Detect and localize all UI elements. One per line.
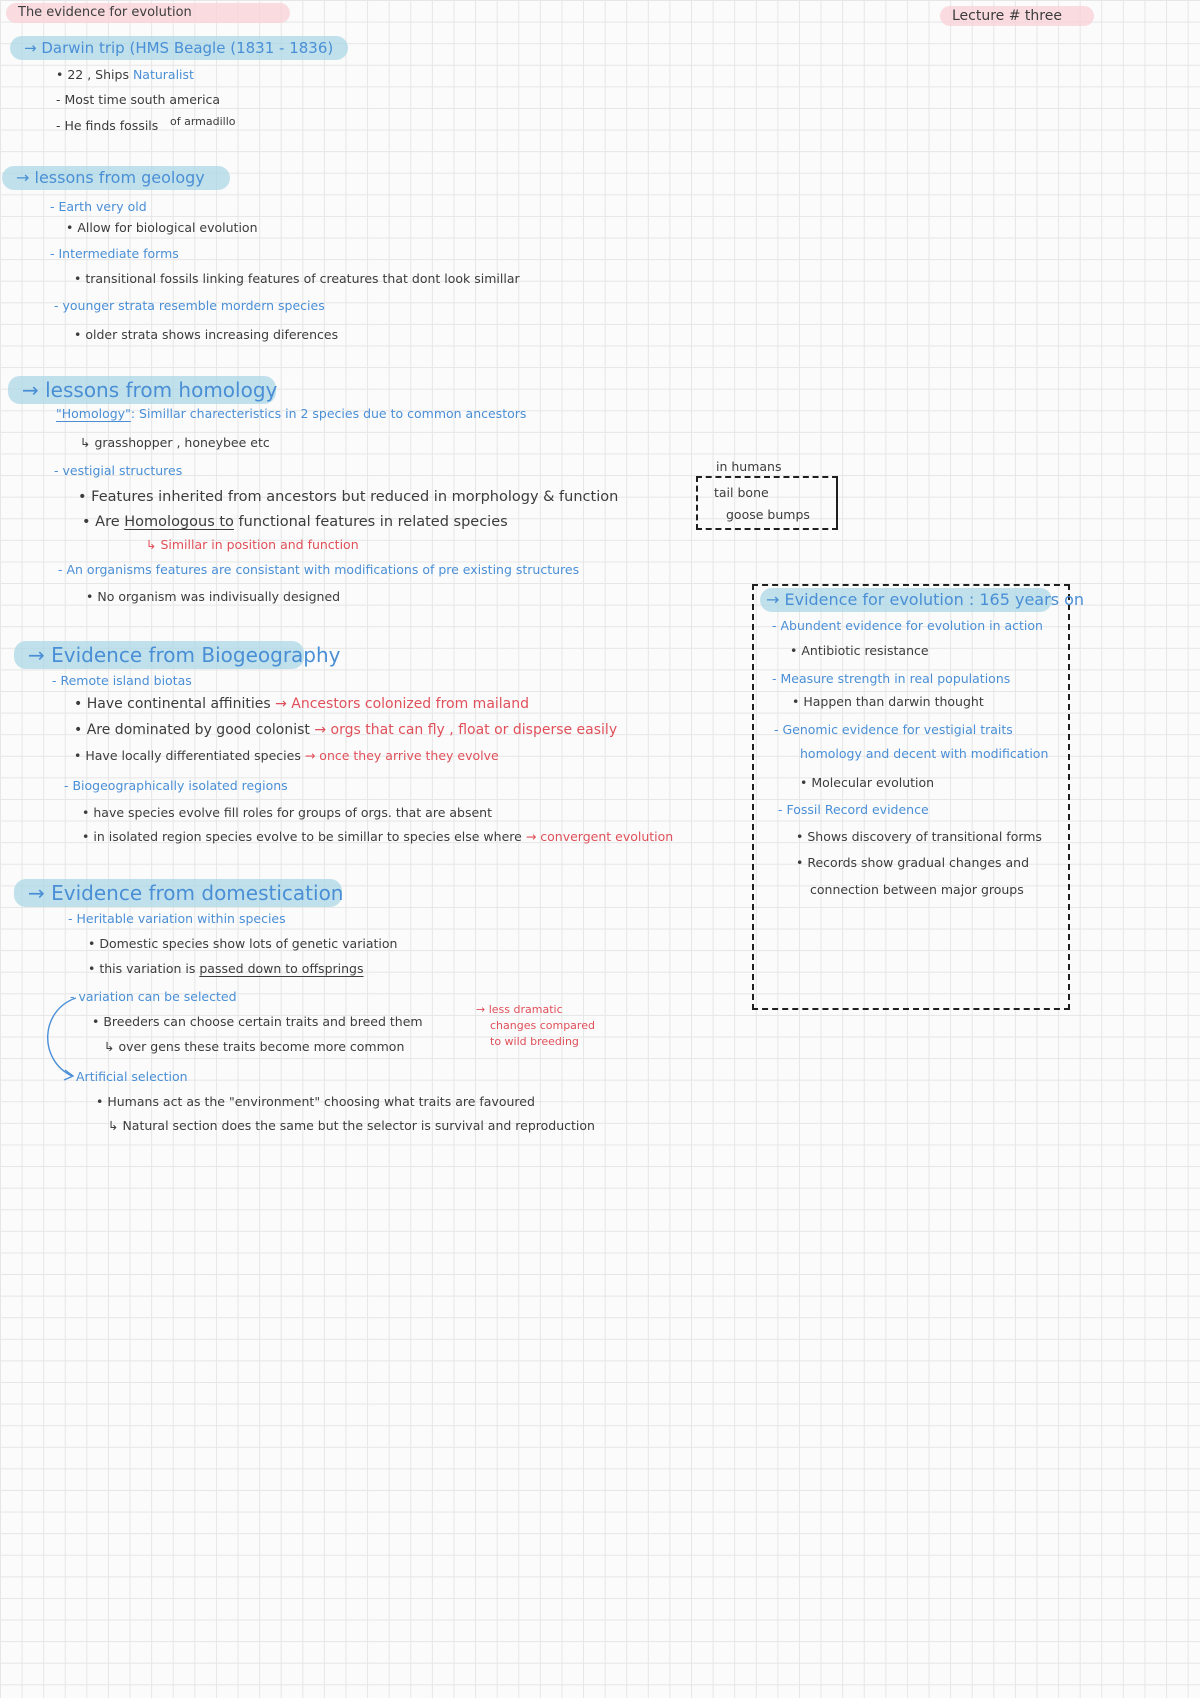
summary-bullet-5-text: Records show gradual changes and — [807, 855, 1030, 870]
homology-bullet-2-text-a: Are — [95, 514, 120, 530]
geology-bullet-2-text-a: transitional fossils linking features — [85, 271, 300, 286]
homology-bullet-1: • Features inherited from ancestors but reduced in morphology & function — [78, 489, 619, 505]
homology-bullet-3: • No organism was indivisually designed — [86, 589, 341, 604]
geology-bullet-2: • transitional fossils linking features of creatures that dont look simillar — [74, 271, 520, 286]
domestication-bullet-4-sub: ↳ Natural section does the same but the selector is survival and reproduction — [108, 1118, 595, 1133]
summary-subheading-3-line-2: homology and decent with modification — [800, 746, 1049, 761]
homology-subheading-1: - vestigial structures — [54, 463, 183, 478]
darwin-bullet-1-text: 22 , Ships — [67, 67, 129, 82]
geology-subheading-2-text: Intermediate forms — [58, 246, 179, 261]
biogeography-bullet-2-text: Are dominated by good colonist — [86, 722, 310, 738]
domestication-side-note-1: → less dramatic — [476, 1003, 563, 1016]
summary-bullet-4-text: Shows discovery of transitional forms — [807, 829, 1042, 844]
homology-bullet-3-text: No organism was indivisually designed — [97, 589, 341, 604]
domestication-bullet-3-sub: ↳ over gens these traits become more common — [104, 1039, 405, 1054]
page-title: The evidence for evolution — [6, 3, 290, 23]
darwin-bullet-3-note: of armadillo — [170, 115, 236, 128]
summary-bullet-2: • Happen than darwin thought — [792, 694, 984, 709]
summary-bullet-4: • Shows discovery of transitional forms — [796, 829, 1042, 844]
domestication-subheading-3: Artificial selection — [76, 1069, 188, 1084]
biogeography-bullet-1-note: → Ancestors colonized from mailand — [275, 696, 530, 712]
homology-definition-term: "Homology" — [56, 406, 131, 421]
section-heading-darwin: → Darwin trip (HMS Beagle (1831 - 1836) — [10, 36, 348, 60]
summary-bullet-5-line-2: connection between major groups — [810, 882, 1024, 897]
domestication-bullet-1-text: Domestic species show lots of genetic variation — [99, 936, 398, 951]
darwin-bullet-1: • 22 , Ships Naturalist — [56, 67, 194, 82]
homology-subheading-1-text: vestigial structures — [62, 463, 183, 478]
summary-bullet-3: • Molecular evolution — [800, 775, 935, 790]
biogeography-bullet-5-text: in isolated region species evolve to be simillar to species else where — [93, 829, 522, 844]
homology-bullet-2-text-b: Homologous to — [124, 514, 234, 530]
domestication-bullet-4: • Humans act as the "environment" choosing what traits are favoured — [96, 1094, 535, 1109]
biogeography-subheading-2-text: Biogeographically isolated regions — [72, 778, 288, 793]
homology-definition — [56, 405, 526, 423]
biogeography-bullet-3: • Have locally differentiated species → once they arrive they evolve — [74, 748, 499, 763]
summary-bullet-2-text: Happen than darwin thought — [803, 694, 984, 709]
geology-bullet-2-text-b: of creatures that dont look simillar — [303, 271, 520, 286]
geology-bullet-1: • Allow for biological evolution — [66, 220, 258, 235]
biogeography-bullet-5-note: → convergent evolution — [525, 829, 674, 844]
biogeography-subheading-1: - Remote island biotas — [52, 673, 192, 688]
domestication-subheading-1-text: Heritable variation within species — [76, 911, 286, 926]
summary-subheading-3-text: Genomic evidence for vestigial traits — [782, 722, 1013, 737]
domestication-bullet-3: • Breeders can choose certain traits and breed them — [92, 1014, 423, 1029]
section-heading-domestication: → Evidence from domestication — [14, 879, 342, 907]
biogeography-bullet-2-note: → orgs that can fly , float or disperse easily — [314, 722, 618, 738]
summary-subheading-1-text: Abundent evidence for evolution in action — [780, 618, 1043, 633]
domestication-subheading-2: - variation can be selected — [70, 989, 237, 1004]
geology-subheading-1: - Earth very old — [50, 199, 147, 214]
summary-bullet-5: • Records show gradual changes and — [796, 855, 1030, 870]
domestication-bullet-2-text: this variation is — [99, 961, 196, 976]
summary-subheading-2: - Measure strength in real populations — [772, 671, 1011, 686]
domestication-bullet-3-text: Breeders can choose certain traits and breed them — [103, 1014, 423, 1029]
homology-example: ↳ grasshopper , honeybee etc — [80, 435, 270, 450]
section-heading-biogeography: → Evidence from Biogeography — [14, 641, 304, 669]
biogeography-subheading-2: - Biogeographically isolated regions — [64, 778, 288, 793]
summary-heading: → Evidence for evolution : 165 years on — [760, 588, 1052, 612]
biogeography-bullet-3-text: Have locally differentiated species — [85, 748, 301, 763]
summary-subheading-4: - Fossil Record evidence — [778, 802, 929, 817]
darwin-bullet-3: - He finds fossils — [56, 118, 159, 133]
homology-bullet-2-text-c: functional features in related species — [238, 514, 508, 530]
domestication-subheading-1: - Heritable variation within species — [68, 911, 286, 926]
lecture-label: Lecture # three — [940, 6, 1094, 26]
biogeography-bullet-4-text: have species evolve fill roles for groups of orgs. that are absent — [93, 805, 492, 820]
geology-bullet-3-text: older strata shows increasing diferences — [85, 327, 339, 342]
domestication-bullet-1: • Domestic species show lots of genetic variation — [88, 936, 398, 951]
section-heading-geology: → lessons from geology — [2, 166, 230, 190]
domestication-bullet-2: • this variation is passed down to offsprings — [88, 961, 364, 976]
domestication-bullet-2-underlined: passed down to offsprings — [199, 961, 364, 976]
darwin-bullet-1-highlight: Naturalist — [132, 67, 194, 82]
homology-bullet-2: • Are Homologous to functional features in related species — [82, 514, 508, 530]
biogeography-bullet-4: • have species evolve fill roles for groups of orgs. that are absent — [82, 805, 492, 820]
summary-subheading-3: - Genomic evidence for vestigial traits — [774, 722, 1013, 737]
homology-subheading-2-text: An organisms features are consistant with modifications of pre existing structures — [66, 562, 580, 577]
vestigial-example-2: goose bumps — [726, 507, 810, 522]
biogeography-bullet-5: • in isolated region species evolve to be simillar to species else where → convergent evolution — [82, 829, 674, 844]
homology-definition-text: : Simillar charecteristics in 2 species due to common ancestors — [130, 406, 527, 421]
domestication-subheading-2-text: variation can be selected — [78, 989, 237, 1004]
biogeography-bullet-2: • Are dominated by good colonist → orgs that can fly , float or disperse easily — [74, 722, 618, 738]
section-heading-homology: → lessons from homology — [8, 376, 276, 404]
domestication-side-note-3: to wild breeding — [490, 1035, 579, 1048]
darwin-bullet-3-text: He finds fossils — [64, 118, 159, 133]
vestigial-side-label: in humans — [716, 459, 782, 474]
vestigial-example-1: tail bone — [714, 485, 769, 500]
domestication-side-note-2: changes compared — [490, 1019, 595, 1032]
biogeography-bullet-1-text: Have continental affinities — [86, 696, 271, 712]
geology-bullet-1-text: Allow for biological evolution — [77, 220, 258, 235]
homology-subheading-2: - An organisms features are consistant with modifications of pre existing structures — [58, 562, 580, 577]
darwin-bullet-2: - Most time south america — [56, 92, 221, 107]
geology-subheading-3: - younger strata resemble mordern species — [54, 298, 325, 313]
biogeography-subheading-1-text: Remote island biotas — [60, 673, 192, 688]
geology-subheading-1-text: Earth very old — [58, 199, 147, 214]
summary-subheading-2-text: Measure strength in real populations — [780, 671, 1011, 686]
biogeography-bullet-1: • Have continental affinities → Ancestors colonized from mailand — [74, 696, 530, 712]
darwin-bullet-2-text: Most time south america — [64, 92, 221, 107]
geology-subheading-3-text: younger strata resemble mordern species — [62, 298, 325, 313]
summary-bullet-3-text: Molecular evolution — [811, 775, 935, 790]
geology-subheading-2: - Intermediate forms — [50, 246, 179, 261]
domestication-bullet-4-text: Humans act as the "environment" choosing what traits are favoured — [107, 1094, 535, 1109]
summary-bullet-1: • Antibiotic resistance — [790, 643, 929, 658]
summary-subheading-4-text: Fossil Record evidence — [786, 802, 929, 817]
geology-bullet-3: • older strata shows increasing diferences — [74, 327, 339, 342]
summary-subheading-1: - Abundent evidence for evolution in action — [772, 618, 1043, 633]
biogeography-bullet-3-note: → once they arrive they evolve — [304, 748, 499, 763]
homology-bullet-2-sub: ↳ Simillar in position and function — [146, 537, 359, 552]
homology-bullet-1-text-a: Features inherited from ancestors — [91, 489, 337, 505]
summary-bullet-1-text: Antibiotic resistance — [801, 643, 929, 658]
homology-bullet-1-text-b: but reduced in morphology & function — [341, 489, 619, 505]
